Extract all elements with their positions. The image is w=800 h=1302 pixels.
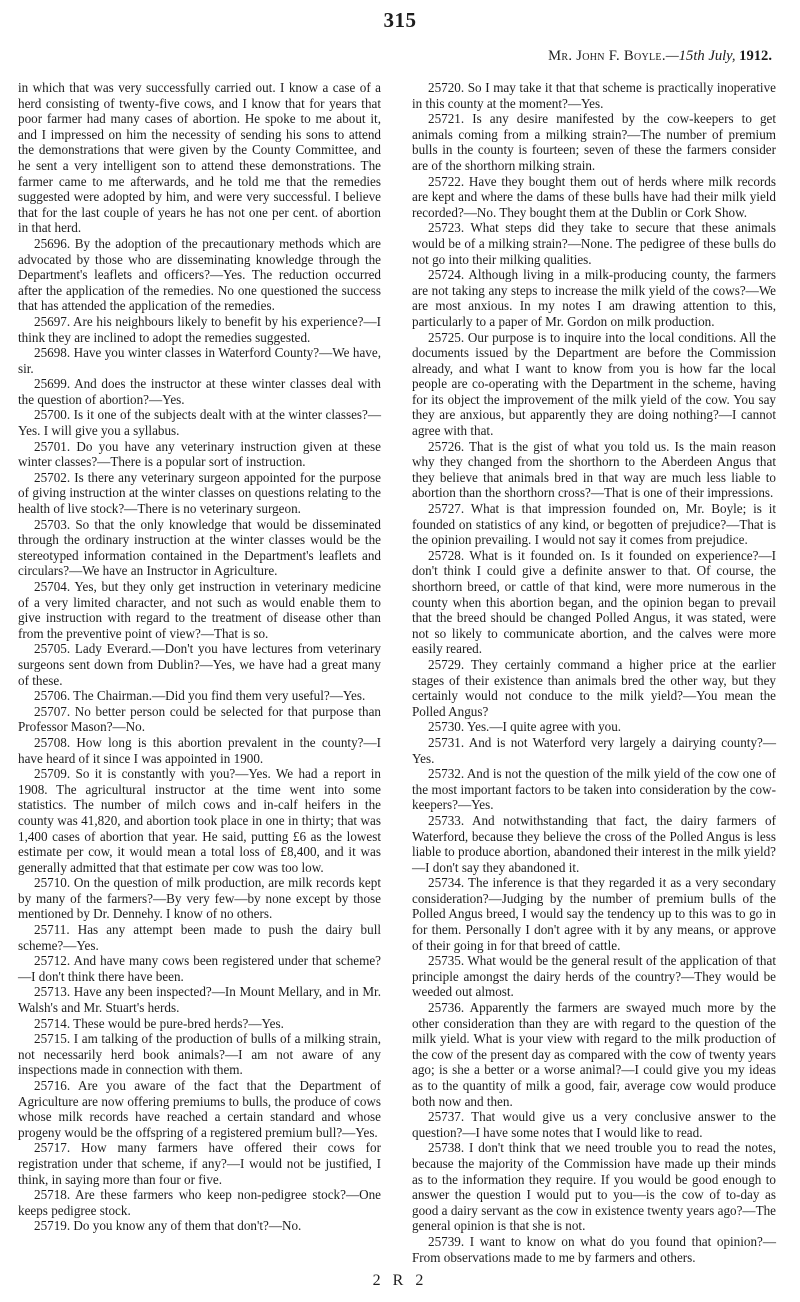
running-head-date: —15th July,	[665, 48, 736, 64]
paragraph: 25733. And notwithstanding that fact, the dairy farmers of Waterford, because they believe the cross of the Polled Angus is less liable to produce abortion, abandoned their interest in the milk yield?—I don't say they abandoned it.	[412, 812, 776, 875]
paragraph: 25706. The Chairman.—Did you find them very useful?—Yes.	[34, 688, 366, 704]
paragraph: 25719. Do you know any of them that don't?—No.	[34, 1218, 302, 1234]
right-column	[412, 80, 776, 1265]
paragraph: 25723. What steps did they take to secure that these animals would be of a milking strain?—None. The pedigree of these bulls do not go into their milking qualities.	[412, 220, 776, 267]
paragraph: 25698. Have you winter classes in Waterford County?—We have, sir.	[18, 345, 381, 376]
paragraph: 25731. And is not Waterford very largely a dairying county?—Yes.	[412, 734, 776, 766]
paragraph: 25696. By the adoption of the precautionary methods which are advocated by those who are disseminating knowledge through the Department's leaflets and officers?—Yes. The reduction occurred after the application of the remedies. No one questioned the success that has attended the application of the remedies.	[18, 235, 381, 314]
paragraph: 25724. Although living in a milk-producing county, the farmers are not taking any steps to increase the milk yield of the cows?—We are most anxious. In my notes I am drawing attention to this, particularly to a paper of Mr. Gordon on milk production.	[412, 267, 776, 329]
paragraph: 25722. Have they bought them out of herds where milk records are kept and where the dams of these bulls have had their milk yield recorded?—No. They bought them at the Dublin or Cork Show.	[412, 173, 776, 220]
running-head-year: 1912.	[739, 48, 772, 64]
paragraph: 25735. What would be the general result of the application of that principle amongst the dairy herds of the country?—They would be weeded out almost.	[412, 953, 776, 1000]
running-head	[548, 48, 772, 65]
paragraph: 25721. Is any desire manifested by the cow-keepers to get animals coming from a milking strain?—The number of premium bulls in the county is fourteen; seven of these the farmers consider are of the shorthorn milking strain.	[412, 111, 776, 173]
running-head-witness: Mr. John F. Boyle.	[548, 48, 666, 64]
paragraph: 25714. These would be pure-bred herds?—Yes.	[34, 1015, 284, 1031]
page-number: 315	[383, 8, 417, 32]
paragraph: 25716. Are you aware of the fact that the Department of Agriculture are now offering premiums to bulls, the produce of cows whose milk records have reached a certain standard and whose progeny would be the offspring of a registered premium bull?—Yes.	[18, 1078, 381, 1140]
paragraph: 25697. Are his neighbours likely to benefit by his experience?—I think they are inclined to adopt the remedies suggested.	[18, 313, 381, 345]
paragraph: 25726. That is the gist of what you told us. Is the main reason why they changed from the shorthorn to the Aberdeen Angus that they believe that animals bred in that way are much less liable to abortion than the shorthorn cross?—That is one of their impressions.	[412, 438, 776, 501]
paragraph: 25710. On the question of milk production, are milk records kept by many of the farmers?—By very few—by none except by those mentioned by Dr. Dennehy. I know of no others.	[18, 875, 381, 922]
paragraph: 25711. Has any attempt been made to push the dairy bull scheme?—Yes.	[18, 922, 381, 953]
paragraph: 25704. Yes, but they only get instruction in veterinary medicine of a very limited character, and not such as would enable them to give instruction with regard to the treatment of disease other than from the preventive point of view?—That is so.	[18, 579, 381, 641]
paragraph: 25728. What is it founded on. Is it founded on experience?—I don't think I could give a definite answer to that. Of course, the shorthorn breed, or cattle of that kind, were more numerous in the county when this abortion began, and the opinion began to prevail that the breed should be changed Polled Angus, it was stated, were not so likely to communicate abortion, and the calves were more easily reared.	[412, 547, 776, 657]
paragraph: 25717. How many farmers have offered their cows for registration under that scheme, if any?—I would not be justified, I think, in saying more than four or five.	[18, 1140, 381, 1187]
paragraph: 25729. They certainly command a higher price at the earlier stages of their existence than animals bred the other way, but they certainly would not conduce to the milk yield?—You mean the Polled Angus?	[412, 656, 776, 719]
paragraph: 25712. And have many cows been registered under that scheme?—I don't think there have been.	[18, 953, 381, 984]
paragraph: 25727. What is that impression founded on, Mr. Boyle; is it founded on statistics of any kind, or begotten of prejudice?—That is the opinion prevailing. I would not say it comes from prejudice.	[412, 501, 776, 548]
paragraph: 25725. Our purpose is to inquire into the local conditions. All the documents issued by the Department are before the Commission already, and what I want to know from you is how far the local people are co-operating with the Department in the scheme, having for its object the improvement of the milk yield of the cow. You say they are anxious, but apparently they are doing nothing?—I cannot agree with that.	[412, 329, 776, 439]
paragraph: 25702. Is there any veterinary surgeon appointed for the purpose of giving instruction at the winter classes on questions relating to the health of live stock?—There is no veterinary surgeon.	[18, 469, 381, 517]
signature-mark: 2 R 2	[372, 1272, 428, 1289]
paragraph: 25713. Have any been inspected?—In Mount Mellary, and in Mr. Walsh's and Mr. Stuart's herds.	[18, 984, 381, 1016]
paragraph: 25720. So I may take it that that scheme is practically inoperative in this county at the moment?—Yes.	[412, 80, 776, 111]
paragraph: 25730. Yes.—I quite agree with you.	[428, 719, 622, 735]
paragraph: 25738. I don't think that we need trouble you to read the notes, because the majority of the Commission have made up their minds as to the information they require. If you would be good enough to answer the question I would put to you—is the cow of to-day as good a dairy servant as the cow in existence twenty years ago?—The general opinion is that she is not.	[412, 1140, 776, 1234]
paragraph: 25734. The inference is that they regarded it as a very secondary consideration?—Judging by the number of premium bulls of the Polled Angus breed, I would say the tendency up to this was to go in for them. Personally I don't agree with it by any means, or approve of their going in for that breed of cattle.	[412, 875, 776, 953]
paragraph: 25703. So that the only knowledge that would be disseminated through the ordinary instruction at the winter classes would be the stereotyped information contained in the Department's leaflets and circulars?—We have an Instructor in Agriculture.	[18, 516, 381, 579]
paragraph: 25699. And does the instructor at these winter classes deal with the question of abortion?—Yes.	[18, 376, 381, 407]
paragraph: 25715. I am talking of the production of bulls of a milking strain, not necessarily herd book animals?—I am not aware of any inspections made in connection with them.	[18, 1031, 381, 1078]
paragraph: 25701. Do you have any veterinary instruction given at these winter classes?—There is a popular sort of instruction.	[18, 438, 381, 470]
paragraph: 25700. Is it one of the subjects dealt with at the winter classes?—Yes. I will give you a syllabus.	[18, 407, 381, 439]
paragraph: 25739. I want to know on what do you found that opinion?—From observations made to me by farmers and others.	[412, 1233, 776, 1265]
paragraph: 25707. No better person could be selected for that purpose than Professor Mason?—No.	[18, 703, 381, 735]
paragraph: 25709. So it is constantly with you?—Yes. We had a report in 1908. The agricultural instructor at the time went into some statistics. The number of milch cows and in-calf heifers in the county was 41,820, and abortion took place in one in thirty; that was 1,400 cases of abortion that year. He said, putting £6 as the lowest estimate per cow, it would mean a total loss of £8,400, and it was generally admitted that that estimate per cow was too low.	[18, 766, 381, 875]
paragraph: in which that was very successfully carried out. I know a case of a herd consisting of twenty-five cows, and I know that for years that poor farmer had many cases of abortion. He spoke to me about it, and I impressed on him the necessity of sending his sons to attend the demonstrations that were given by the County Committee, and he sent a very intelligent son to attend these demonstrations. The farmer came to me afterwards, and he told me that the remedies suggested were adopted by him, and were very successful. I believe that for the last couple of years he has not one per cent. of abortion in that herd.	[18, 80, 381, 236]
paragraph: 25708. How long is this abortion prevalent in the county?—I have heard of it since I was appointed in 1900.	[18, 734, 381, 766]
paragraph: 25737. That would give us a very conclusive answer to the question?—I have some notes that I would like to read.	[412, 1109, 776, 1140]
paragraph: 25705. Lady Everard.—Don't you have lectures from veterinary surgeons sent down from Dublin?—Yes, we have had a great many of these.	[18, 641, 381, 688]
left-column	[18, 80, 381, 1234]
paragraph: 25718. Are these farmers who keep non-pedigree stock?—One keeps pedigree stock.	[18, 1187, 381, 1218]
paragraph: 25732. And is not the question of the milk yield of the cow one of the most important factors to be taken into consideration by the cow-keepers?—Yes.	[412, 766, 776, 813]
paragraph: 25736. Apparently the farmers are swayed much more by the other consideration than they are with regard to the question of the milk yield. What is your view with regard to the milk production of the cow of the present day as compared with the cow of twenty years ago; is she a better or a worse animal?—I could give you my ideas as to the quantity of milk a good, fair, average cow would produce both now and then.	[412, 1000, 776, 1109]
